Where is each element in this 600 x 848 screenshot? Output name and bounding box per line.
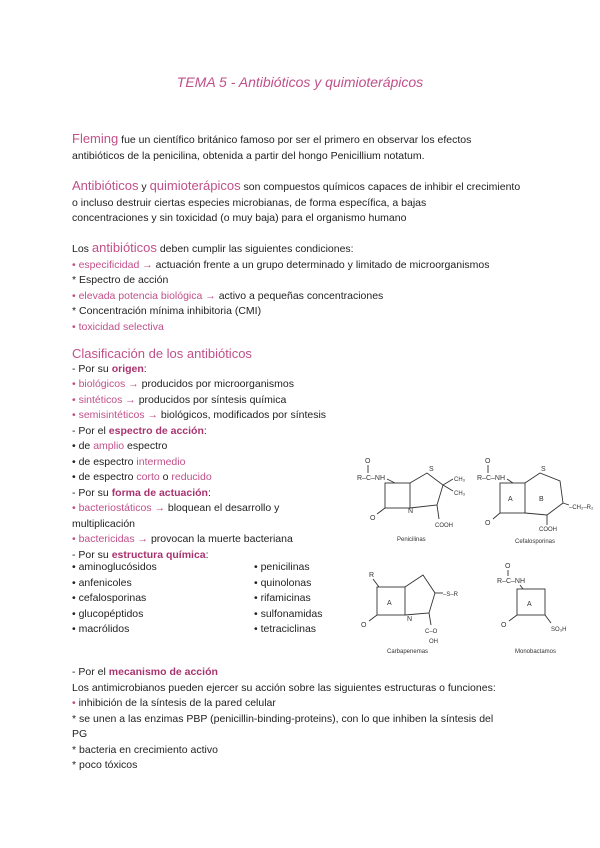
paragraph-text: deben cumplir las siguientes condiciones: [156, 243, 354, 255]
list-item: • aminoglucósidos [72, 561, 157, 573]
paragraph-text: y [138, 181, 150, 193]
term-fleming: Fleming [72, 131, 119, 146]
svg-text:R–C–NH: R–C–NH [357, 475, 386, 482]
list-item: • elevada potencia biológica → activo a pequeñas concentraciones [72, 289, 384, 302]
svg-text:Carbapenemas: Carbapenemas [387, 649, 429, 655]
term-estructura: estructura química [111, 548, 206, 561]
paragraph-text: fue un científico británico famoso por ser el primero en observar los efectos [118, 134, 472, 146]
svg-text:C–O: C–O [425, 629, 438, 635]
term-quimioterapicos: quimioterápicos [149, 178, 241, 193]
list-item: • semisintéticos → biológicos, modificados por síntesis [72, 409, 327, 421]
svg-text:Cefalosporinas: Cefalosporinas [515, 539, 556, 545]
paragraph-text: Los antimicrobianos pueden ejercer su acción sobre las siguientes estructuras o funciones: [72, 681, 496, 694]
list-item: • sulfonamidas [254, 607, 323, 620]
svg-text:CH₃: CH₃ [454, 477, 466, 483]
paragraph-conditions [72, 240, 552, 335]
list-item: • bactericidas → provocan la muerte bacteriana [72, 533, 293, 545]
svg-text:S: S [541, 466, 546, 473]
list-item: • quinolonas [254, 576, 312, 589]
paragraph-text: antibióticos de la penicilina, obtenida a partir del hongo Penicillium notatum. [72, 149, 425, 162]
svg-text:O: O [485, 458, 491, 465]
list-item: * poco tóxicos [72, 759, 138, 771]
cephalosporin-structure [477, 458, 594, 545]
list-item: • de espectro intermedio [72, 455, 186, 468]
svg-text:O: O [370, 515, 376, 522]
svg-text:A: A [527, 601, 532, 608]
svg-text:O: O [485, 520, 491, 527]
term-espectro: espectro de acción [108, 424, 204, 437]
list-item: * bacteria en crecimiento activo [72, 743, 218, 756]
list-item: • biológicos → producidos por microorganismos [72, 378, 294, 390]
section-heading: Clasificación de los antibióticos [72, 346, 252, 361]
list-item: • tetraciclinas [254, 623, 317, 635]
list-item: * se unen a las enzimas PBP (penicillin-binding-proteins), con lo que inhiben la síntesis del [72, 712, 494, 725]
list-item: • macrólidos [72, 623, 130, 635]
svg-text:Monobactamos: Monobactamos [515, 649, 557, 655]
term-mecanismo: mecanismo de acción [108, 666, 218, 678]
svg-text:O: O [505, 563, 511, 570]
penicillin-structure [357, 458, 466, 543]
list-item: • toxicidad selectiva [72, 320, 164, 333]
svg-text:R–C–NH: R–C–NH [497, 578, 526, 585]
svg-text:–CH₂–R₂: –CH₂–R₂ [569, 505, 594, 511]
svg-text:B: B [539, 496, 544, 503]
list-item: • cefalosporinas [72, 592, 147, 604]
svg-text:COOH: COOH [539, 527, 557, 533]
list-item: • bacteriostáticos → bloquean el desarrollo y [72, 502, 280, 514]
section-clasificacion: Clasificación de los antibióticos - Por su origen: • biológicos → producidos por microorganismos • sintéticos → producidos por síntesis química • semisintéticos → biológicos, modificados por síntesis - Por el espectro de acción: • de amplio espectro • de espectro intermedio • de espectro corto o reducido - Por su forma de actuación: • bacteriostáticos → bloquean el desarrollo y multiplicación • bactericidas → provocan la muerte bacteriana - Por su estructura química: [72, 346, 372, 563]
paragraph-text: o incluso destruir ciertas especies microbianas, de forma específica, a bajas [72, 196, 427, 209]
list-item: • especificidad → actuación frente a un grupo determinado y limitado de microorganismos [72, 258, 490, 271]
svg-text:O: O [365, 458, 371, 465]
term-antibioticos: antibióticos [91, 240, 157, 255]
svg-text:Penicilinas: Penicilinas [397, 537, 426, 543]
list-item: • inhibición de la síntesis de la pared celular [72, 697, 276, 709]
svg-text:A: A [508, 496, 513, 503]
page-title: TEMA 5 - Antibióticos y quimioterápicos [176, 74, 424, 90]
svg-text:–S–R: –S–R [443, 592, 459, 598]
svg-text:O: O [501, 622, 507, 629]
term-antibioticos: Antibióticos [72, 178, 139, 193]
list-item: • de amplio espectro [72, 440, 168, 452]
paragraph-fleming [72, 131, 552, 164]
carbapenem-structure [361, 572, 459, 655]
svg-text:CH₃: CH₃ [454, 491, 466, 497]
list-item: * Espectro de acción [72, 274, 169, 286]
list-item: • de espectro corto o reducido [72, 471, 212, 483]
svg-text:R–C–NH: R–C–NH [477, 475, 506, 482]
list-item: • rifamicinas [254, 592, 311, 604]
svg-text:COOH: COOH [435, 523, 453, 529]
list-item-continued: PG [72, 728, 88, 740]
list-item: • glucopéptidos [72, 607, 144, 620]
svg-text:N: N [407, 616, 413, 623]
section-mecanismo: - Por el mecanismo de acción Los antimicrobianos pueden ejercer su acción sobre las siguientes estructuras o funciones: • inhibición de la síntesis de la pared celular * se unen a las enzimas PBP (penicillin-binding-proteins), con lo que inhiben la síntesis del PG * bacteria en crecimiento activo * poco tóxicos [72, 665, 562, 774]
svg-text:N: N [408, 508, 414, 515]
list-item: • anfenicoles [72, 576, 132, 589]
svg-text:OH: OH [429, 639, 438, 645]
term-origen: origen [111, 362, 144, 375]
svg-text:S: S [429, 466, 434, 473]
beta-lactam-structures-figure [355, 455, 600, 655]
term-forma: forma de actuación [111, 486, 208, 499]
svg-text:R: R [369, 572, 375, 579]
list-item: • penicilinas [254, 561, 310, 573]
svg-text:O: O [361, 622, 367, 629]
paragraph-definition [72, 178, 552, 227]
list-item: • sintéticos → producidos por síntesis química [72, 393, 287, 406]
paragraph-text: son compuestos químicos capaces de inhibir el crecimiento [240, 181, 521, 193]
svg-text:SO₃H: SO₃H [551, 627, 567, 633]
paragraph-text: concentraciones y sin toxicidad (o muy baja) para el organismo humano [72, 212, 407, 224]
list-item: * Concentración mínima inhibitoria (CMI) [72, 305, 262, 317]
svg-text:A: A [387, 600, 392, 607]
monobactam-structure [497, 563, 566, 655]
list-item-continued: multiplicación [72, 517, 136, 530]
paragraph-text: Los [72, 243, 92, 255]
